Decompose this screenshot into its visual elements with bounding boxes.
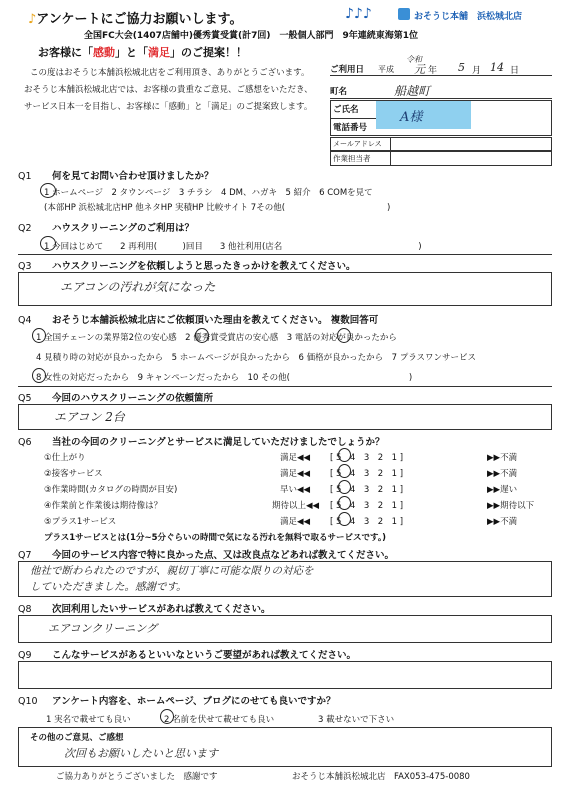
q8-answer: エアコンクリーニング	[48, 622, 158, 635]
q7-answer-2: していただきました。感謝です。	[30, 581, 187, 593]
intro-line-2: おそうじ本舗浜松城北店では、お客様の貴重なご意見、ご感想をいただき、	[24, 85, 313, 95]
date-era: 平成	[378, 65, 394, 74]
q4-circle-3	[337, 328, 351, 343]
date-year: 元	[414, 63, 425, 76]
date-row	[330, 55, 552, 76]
q7-answer-1: 他社で断わられたのですが、親切丁寧に可能な限りの対応を	[30, 565, 314, 577]
q6-row-4: ④作業前と作業後は期待像は？	[44, 501, 163, 511]
q5-answer: エアコン 2台	[54, 410, 125, 424]
q4-options-2: 4 見積り時の対応が良かったから 5 ホームページが良かったから 6 価格が良かったから 7 プラスワンサービス	[36, 353, 477, 363]
date-y-unit: 年	[428, 66, 438, 76]
other-answer: 次回もお願いしたいと思います	[64, 747, 218, 760]
footer-thanks: ご協力ありがとうございました 感謝です	[56, 772, 218, 782]
q4-heading: Q4 おそうじ本舗浜松城北店にご依頼頂いた理由を教えてください。 複数回答可	[18, 315, 379, 326]
staff-label: 作業担当者	[331, 152, 391, 165]
q6-row-5-left: 満足◀◀	[280, 517, 311, 527]
q9-answer-box	[18, 661, 552, 689]
q6-row-3-scale: [ 5 4 3 2 1 ]	[330, 485, 404, 495]
intro-line-1: この度はおそうじ本舗浜松城北店をご利用頂き、ありがとうございます。	[30, 68, 310, 78]
q6-row-3: ③作業時間(カタログの時間が目安)	[44, 485, 178, 495]
name-label: ご氏名	[333, 105, 359, 115]
q4-options-1: 1 全国チェーンの業界第2位の安心感 2 優秀賞受賞店の安心感 3 電話の対応が良かったから	[36, 333, 397, 343]
q2-options: 1 今回はじめて 2 再利用( )回目 3 他社利用(店名 )	[44, 242, 422, 252]
q10-opt-1: 1 実名で載せても良い	[46, 715, 131, 725]
q1-options-1: 1 ホームページ 2 タウンページ 3 チラシ 4 DM、ハガキ 5 紹介 6 COMを見て	[44, 188, 373, 198]
q6-row-1-scale: [ 5 4 3 2 1 ]	[330, 453, 404, 463]
header-notes-icon: ♪♪♪	[345, 6, 372, 22]
q7-heading: Q7 今回のサービス内容で特に良かった点、又は改良点などあれば教えてください。	[18, 550, 395, 561]
date-month: 5	[458, 61, 465, 74]
date-d-unit: 日	[510, 66, 520, 76]
q6-row-4-circle	[338, 496, 351, 510]
q3-rule	[18, 254, 552, 255]
q6-row-5-circle	[338, 512, 351, 526]
staff-row	[330, 151, 552, 166]
footer-shop: おそうじ本舗浜松城北店 FAX053-475-0080	[292, 772, 470, 782]
q6-row-2: ②接客サービス	[44, 469, 103, 479]
q6-note: プラス1サービスとは(1分~5分ぐらいの時間で気になる汚れを無料で取るサービスです。)	[44, 533, 386, 543]
q6-row-3-right: ▶▶遅い	[487, 485, 518, 495]
q6-row-2-circle	[338, 464, 351, 478]
q6-row-3-left: 早い◀◀	[280, 485, 311, 495]
phone-label: 電話番号	[333, 123, 368, 133]
name-divider	[330, 118, 376, 119]
q1-heading: Q1 何を見てお問い合わせ頂けましたか？	[18, 171, 214, 182]
q3-answer: エアコンの汚れが気になった	[60, 280, 216, 294]
q4-circle-2	[195, 328, 209, 343]
q10-heading: Q10 アンケート内容を、ホームページ、ブログにのせても良いですか？	[18, 696, 336, 707]
q2-answer-circle	[40, 236, 56, 251]
q6-row-4-left: 期待以上◀◀	[272, 501, 320, 511]
q6-row-4-right: ▶▶期待以下	[487, 501, 535, 511]
q6-row-1: ①仕上がり	[44, 453, 86, 463]
q5-rule	[18, 386, 552, 387]
q8-heading: Q8 次回利用したいサービスがあれば教えてください。	[18, 604, 271, 615]
q6-heading: Q6 当社の今回のクリーニングとサービスに満足していただけましたでしょうか？	[18, 437, 385, 448]
email-row	[330, 137, 552, 151]
q6-row-4-scale: [ 5 4 3 2 1 ]	[330, 501, 404, 511]
q6-row-3-circle	[338, 480, 351, 494]
header-title: ♪アンケートにご協力お願いします。	[28, 12, 243, 27]
intro-line-3: サービス日本一を目指し、お客様に「感動」と「満足」のご提案致します。	[24, 102, 313, 112]
q1-answer-circle	[40, 183, 56, 198]
q5-heading: Q5 今回のハウスクリーニングの依頼箇所	[18, 393, 214, 404]
name-field	[376, 101, 471, 129]
proposal-line: お客様に「感動」と「満足」のご提案！！	[38, 46, 247, 59]
name-value: A様	[400, 110, 423, 125]
q6-row-5: ⑤プラス1サービス	[44, 517, 117, 527]
date-label: ご利用日	[330, 65, 365, 75]
q9-heading: Q9 こんなサービスがあるといいなというご要望があれば教えてください。	[18, 650, 357, 661]
q10-opt-2: 2 名前を伏せて載せても良い	[164, 715, 275, 725]
q2-heading: Q2 ハウスクリーニングのご利用は？	[18, 223, 195, 234]
date-day: 14	[490, 61, 504, 74]
q6-row-5-scale: [ 5 4 3 2 1 ]	[330, 517, 404, 527]
q1-options-2: (本部HP 浜松城北店HP 他ネタHP 実積HP 比較サイト 7その他( )	[44, 203, 391, 213]
town-value: 船越町	[394, 84, 431, 98]
email-label: メールアドレス	[331, 138, 391, 150]
q4-circle-8	[32, 368, 46, 383]
brand-logo-icon	[398, 8, 410, 20]
q10-answer-circle	[160, 709, 174, 724]
q6-row-1-circle	[338, 448, 351, 462]
award-line: 全国FC大会(1407店舗中)優秀賞受賞(計7回) 一般個人部門 9年連続東海第1位	[84, 31, 419, 41]
date-era-hand: 令和	[406, 55, 422, 64]
q10-opt-3: 3 載せないで下さい	[318, 715, 395, 725]
q6-row-2-right: ▶▶不満	[487, 469, 518, 479]
other-label: その他のご意見、ご感想	[30, 733, 124, 743]
q6-row-2-left: 満足◀◀	[280, 469, 311, 479]
q4-options-3: 8 女性の対応だったから 9 キャンペーンだったから 10 その他( )	[36, 373, 413, 383]
title-note-icon: ♪	[28, 12, 37, 27]
town-label: 町名	[330, 87, 348, 97]
q6-row-2-scale: [ 5 4 3 2 1 ]	[330, 469, 404, 479]
date-m-unit: 月	[472, 66, 482, 76]
town-row	[330, 82, 552, 99]
q6-row-1-right: ▶▶不満	[487, 453, 518, 463]
q6-row-5-right: ▶▶不満	[487, 517, 518, 527]
q4-circle-1	[32, 328, 46, 343]
q6-row-1-left: 満足◀◀	[280, 453, 311, 463]
brand-name: おそうじ本舗 浜松城北店	[414, 12, 523, 22]
q3-heading: Q3 ハウスクリーニングを依頼しようと思ったきっかけを教えてください。	[18, 261, 356, 272]
